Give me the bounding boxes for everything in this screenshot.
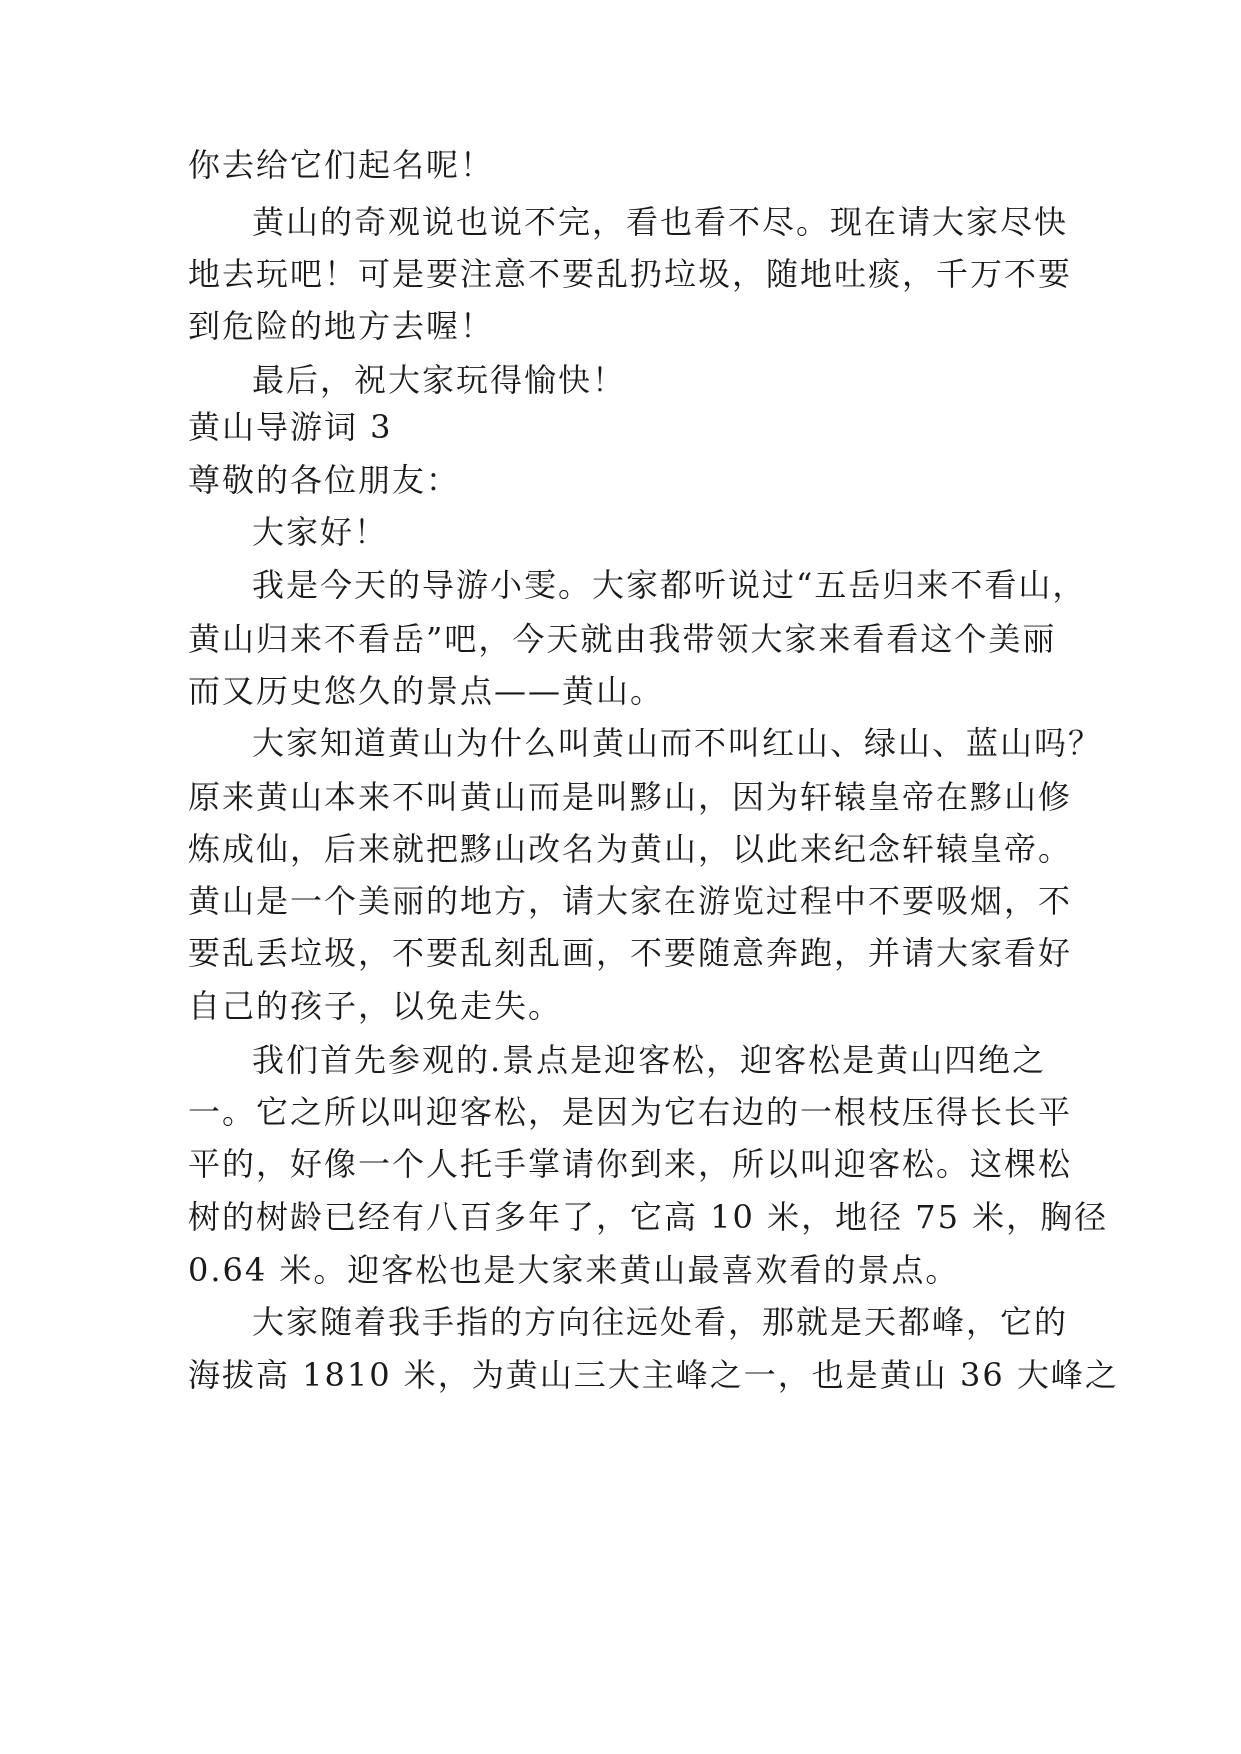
paragraph-line: 我们首先参观的.景点是迎客松，迎客松是黄山四绝之 [252,1041,1047,1079]
paragraph-line: 我是今天的导游小雯。大家都听说过“五岳归来不看山， [252,566,1087,604]
text-line: 0.64 米。迎客松也是大家来黄山最喜欢看的景点。 [188,1251,960,1289]
text-line: 你去给它们起名呢！ [188,146,495,184]
text-line: 原来黄山本来不叫黄山而是叫黟山，因为轩辕皇帝在黟山修 [188,778,1073,816]
text-line: 树的树龄已经有八百多年了，它高 10 米，地径 75 米，胸径 [188,1198,1109,1236]
paragraph-line: 大家知道黄山为什么叫黄山而不叫红山、绿山、蓝山吗？ [252,724,1103,762]
text-line: 平的，好像一个人托手掌请你到来，所以叫迎客松。这棵松 [188,1145,1073,1183]
text-line: 到危险的地方去喔！ [188,307,495,345]
text-line: 海拔高 1810 米，为黄山三大主峰之一，也是黄山 36 大峰之 [188,1356,1119,1394]
text-line: 自己的孩子，以免走失。 [188,987,563,1025]
text-line: 要乱丢垃圾，不要乱刻乱画，不要随意奔跑，并请大家看好 [188,934,1073,972]
salutation: 尊敬的各位朋友： [188,461,461,499]
text-line: 一。它之所以叫迎客松，是因为它右边的一根枝压得长长平 [188,1093,1073,1131]
text-line: 黄山是一个美丽的地方，请大家在游览过程中不要吸烟，不 [188,882,1073,920]
text-line: 黄山归来不看岳”吧，今天就由我带领大家来看看这个美丽 [188,620,1057,658]
paragraph-line: 大家随着我手指的方向往远处看，那就是天都峰，它的 [252,1303,1069,1341]
text-line: 地去玩吧！可是要注意不要乱扔垃圾，随地吐痰，千万不要 [188,255,1073,293]
paragraph-line: 黄山的奇观说也说不完，看也看不尽。现在请大家尽快 [252,203,1069,241]
section-heading: 黄山导游词 3 [188,408,393,446]
greeting: 大家好！ [252,513,389,551]
text-line: 炼成仙，后来就把黟山改名为黄山，以此来纪念轩辕皇帝。 [188,830,1073,868]
text-line: 而又历史悠久的景点——黄山。 [188,672,665,710]
paragraph-line: 最后，祝大家玩得愉快！ [252,361,627,399]
